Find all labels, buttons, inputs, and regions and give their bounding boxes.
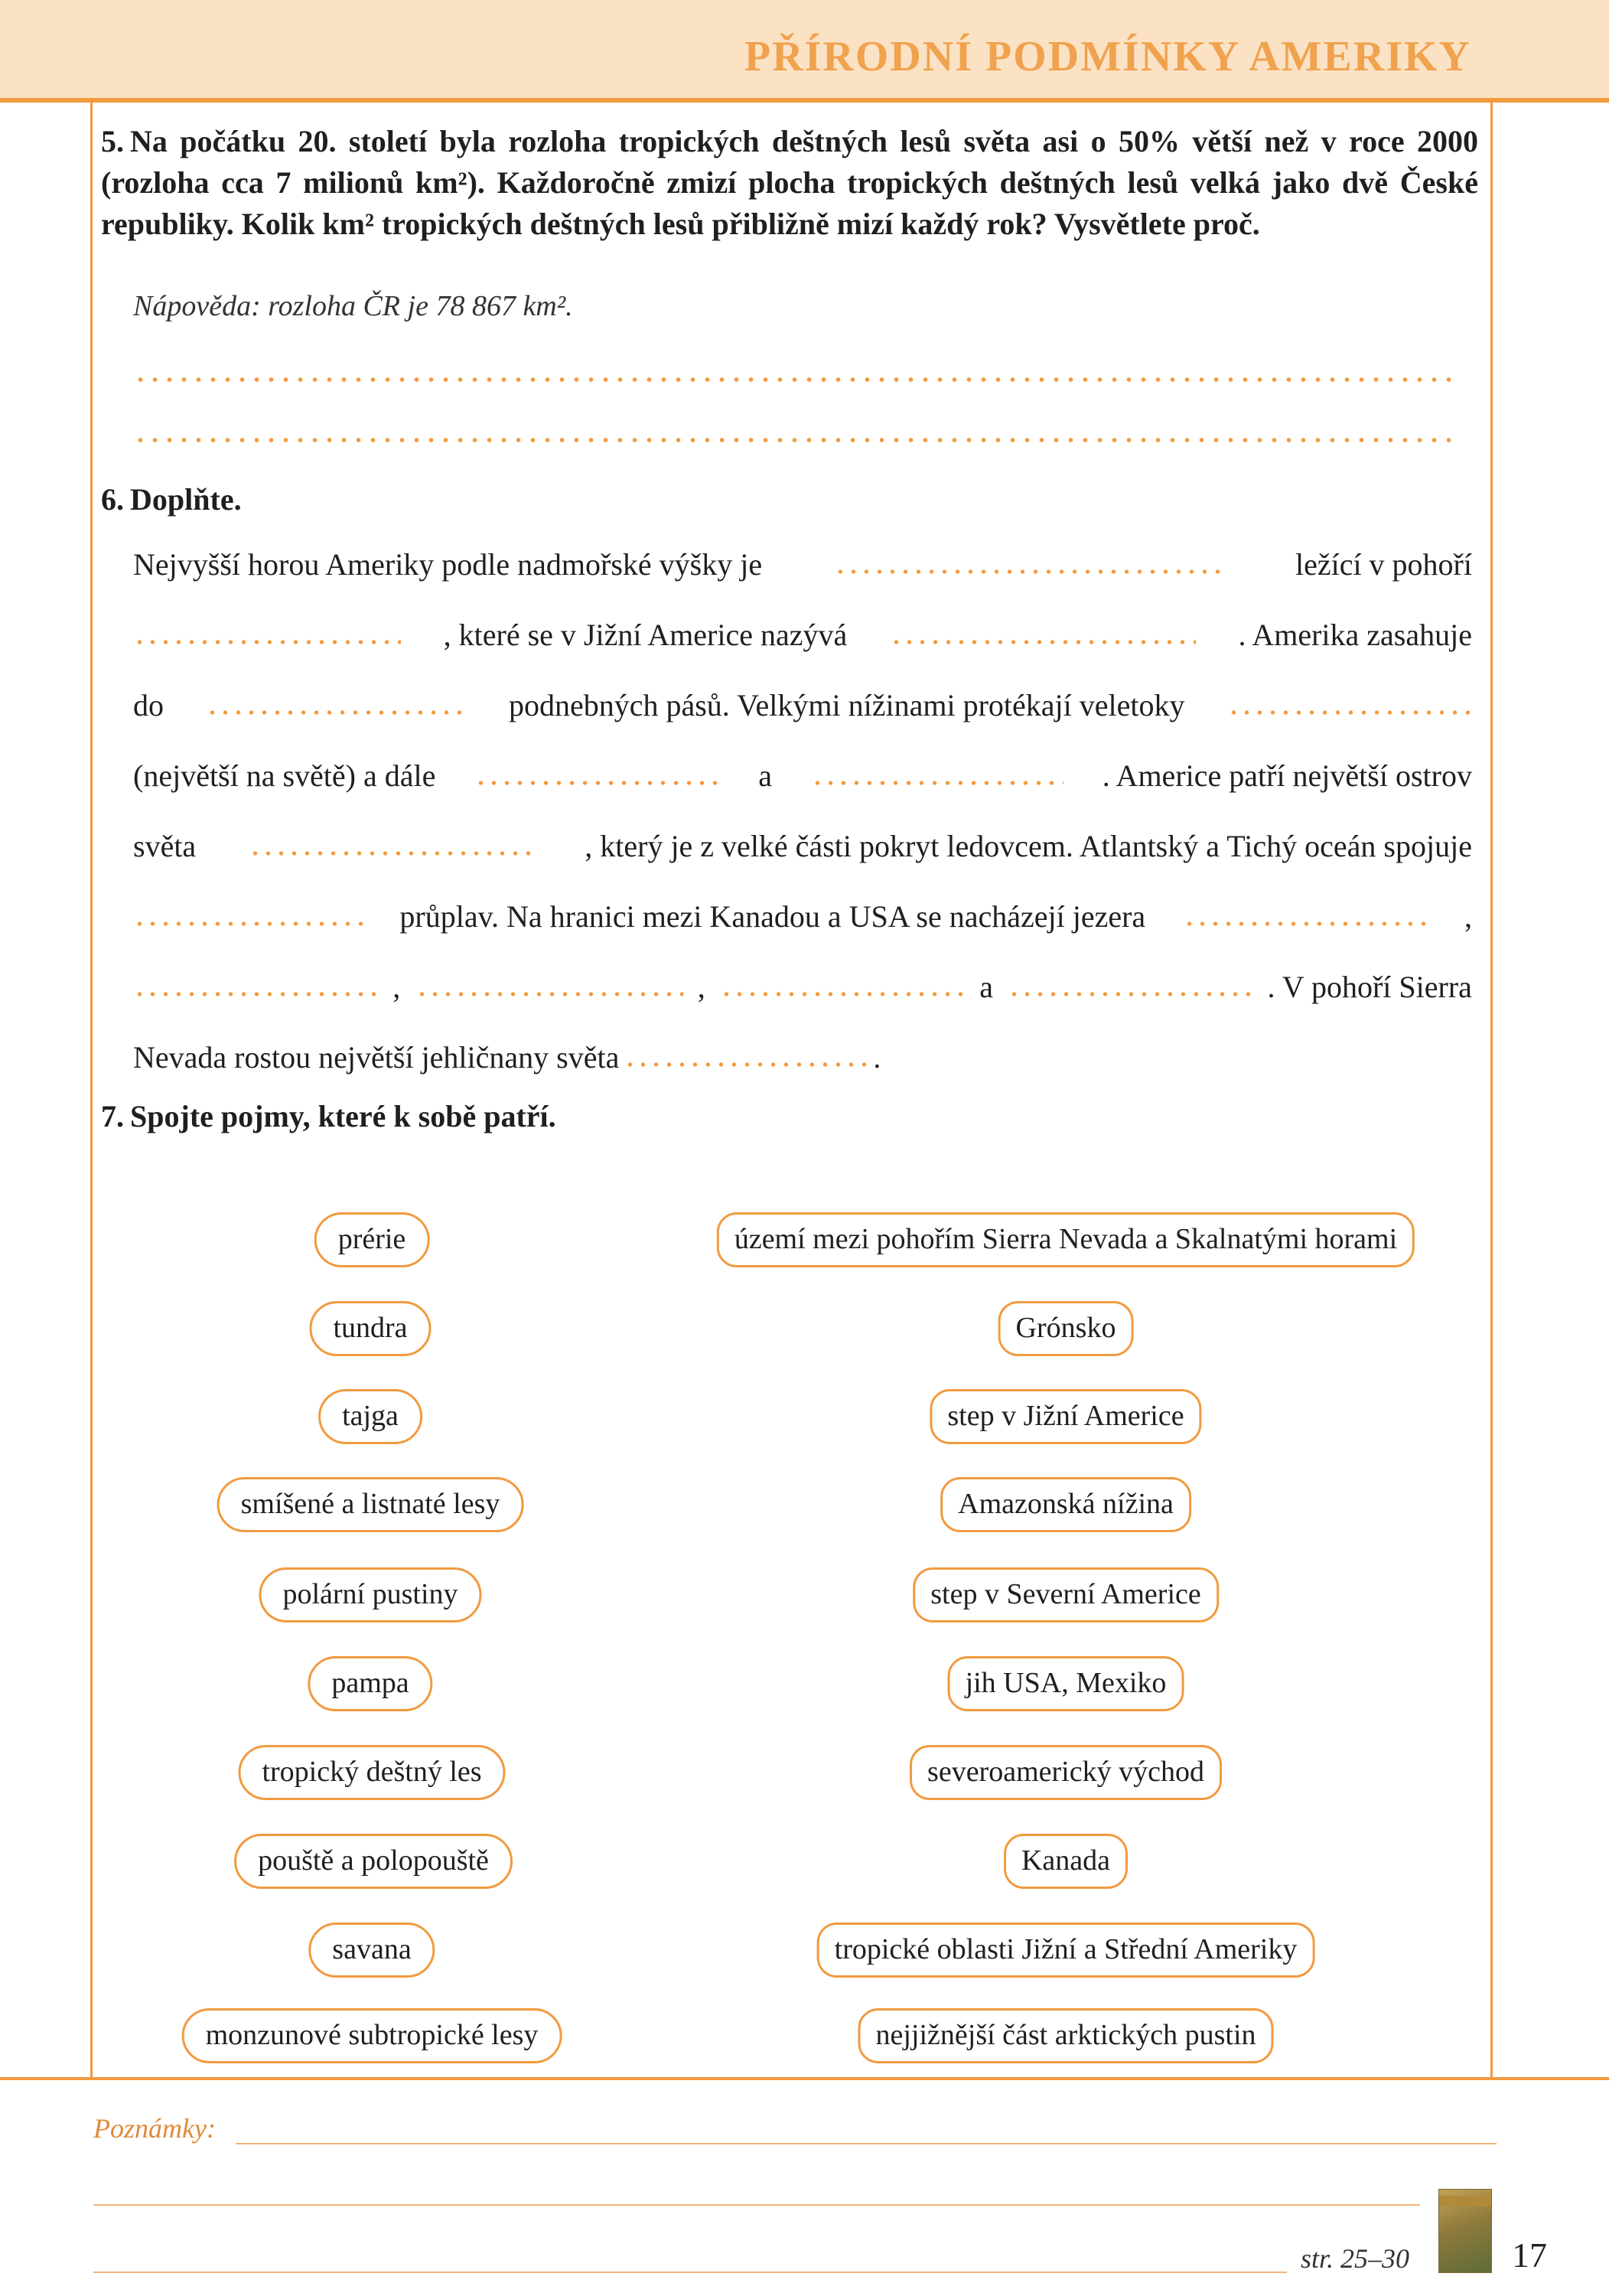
task-6-heading-text: Doplňte.	[130, 482, 242, 517]
answer-line-1[interactable]	[133, 377, 1458, 383]
blank-conifers[interactable]	[624, 1062, 868, 1068]
blank-highest-mountain[interactable]	[834, 569, 1224, 575]
blank-lake-5[interactable]	[1008, 991, 1252, 997]
cloze-line-8: Nevada rostou největší jehličnany světa .	[133, 1040, 881, 1075]
definition-severoamericky-vychod[interactable]: severoamerický východ	[910, 1745, 1222, 1800]
blank-lake-4[interactable]	[720, 991, 965, 997]
cloze-line-1: Nejvyšší horou Ameriky podle nadmořské výšky je ležící v pohoří	[133, 547, 1472, 582]
task-7-heading	[101, 1096, 1478, 1137]
blank-range-south-name[interactable]	[890, 639, 1196, 645]
blank-climate-zones[interactable]	[206, 709, 466, 716]
term-savana[interactable]: savana	[308, 1923, 435, 1978]
notes-line-2[interactable]	[93, 2204, 1420, 2206]
term-polarni-pustiny[interactable]: polární pustiny	[259, 1567, 481, 1623]
blank-mountain-range[interactable]	[133, 639, 401, 645]
task-5-hint: Nápověda: rozloha ČR je 78 867 km².	[133, 290, 573, 322]
notes-label: Poznámky:	[93, 2113, 216, 2144]
definition-arkticke-pustiny[interactable]: nejjižnější část arktických pustin	[858, 2008, 1273, 2063]
definition-sierra-skalnate[interactable]: území mezi pohořím Sierra Nevada a Skalnatými horami	[717, 1212, 1415, 1267]
blank-canal[interactable]	[133, 921, 363, 927]
cloze-line-5: světa , který je z velké části pokryt ledovcem. Atlantský a Tichý oceán spojuje	[133, 829, 1472, 863]
blank-river-3[interactable]	[811, 780, 1063, 786]
page-title: PŘÍRODNÍ PODMÍNKY AMERIKY	[744, 33, 1471, 80]
definition-step-jizni-amerika[interactable]: step v Jižní Americe	[930, 1389, 1201, 1444]
cloze-line-4: (největší na světě) a dále a . Americe patří největší ostrov	[133, 758, 1472, 793]
textbook-cover-icon	[1438, 2189, 1492, 2273]
blank-river-2[interactable]	[474, 780, 719, 786]
notes-line-1[interactable]	[236, 2143, 1497, 2144]
task-5-text: Na počátku 20. století byla rozloha tropických deštných lesů světa asi o 50% větší než v roce 2000 (rozloha cca 7 milionů km²). Každoročně zmizí plocha tropických deštných lesů velká jako dvě České republiky. Kolik km² tropických deštných lesů přibližně mizí každý rok? Vysvětlete proč.	[101, 124, 1478, 241]
definition-jih-usa-mexiko[interactable]: jih USA, Mexiko	[948, 1656, 1184, 1711]
blank-lake-3[interactable]	[415, 991, 683, 997]
frame-left-rule	[90, 103, 93, 2079]
term-pouste[interactable]: pouště a polopouště	[234, 1834, 513, 1889]
page-reference: str. 25–30	[1301, 2243, 1410, 2274]
term-tropicky-destny-les[interactable]: tropický deštný les	[238, 1745, 505, 1800]
cloze-line-7: , , a . V pohoří Sierra	[133, 952, 1472, 1022]
term-prerie[interactable]: prérie	[314, 1212, 430, 1267]
term-pampa[interactable]: pampa	[308, 1656, 432, 1711]
task-7-heading-text: Spojte pojmy, které k sobě patří.	[130, 1099, 556, 1133]
blank-lake-1[interactable]	[1183, 921, 1428, 927]
task-6-heading	[101, 479, 1478, 520]
definition-kanada[interactable]: Kanada	[1004, 1834, 1128, 1889]
blank-great-river[interactable]	[1227, 709, 1472, 716]
blank-lake-2[interactable]	[133, 991, 378, 997]
definition-step-severni-amerika[interactable]: step v Severní Americe	[913, 1567, 1219, 1623]
task-5-number: 5.	[101, 124, 124, 158]
blank-largest-island[interactable]	[249, 850, 532, 856]
definition-amazonska-nizina[interactable]: Amazonská nížina	[940, 1477, 1191, 1532]
notes-line-3[interactable]	[93, 2272, 1287, 2273]
term-smisene-lesy[interactable]: smíšené a listnaté lesy	[217, 1477, 524, 1532]
page-number: 17	[1512, 2236, 1547, 2275]
term-tajga[interactable]: tajga	[318, 1389, 422, 1444]
term-monzunove-lesy[interactable]: monzunové subtropické lesy	[182, 2008, 562, 2063]
definition-gronsko[interactable]: Grónsko	[998, 1301, 1134, 1356]
definition-tropicke-oblasti[interactable]: tropické oblasti Jižní a Střední Ameriky	[817, 1923, 1315, 1978]
cloze-line-6: průplav. Na hranici mezi Kanadou a USA se nacházejí jezera ,	[133, 882, 1472, 952]
task-6-number: 6.	[101, 482, 124, 517]
task-5-question	[101, 121, 1478, 245]
frame-right-rule	[1490, 103, 1493, 2079]
cloze-line-2: , které se v Jižní Americe nazývá . Amerika zasahuje	[133, 600, 1472, 670]
frame-bottom-rule	[0, 2077, 1609, 2080]
header-rule	[0, 98, 1609, 103]
task-6-cloze	[133, 530, 1472, 1093]
task-7-number: 7.	[101, 1099, 124, 1133]
term-tundra[interactable]: tundra	[309, 1301, 431, 1356]
answer-line-2[interactable]	[133, 437, 1458, 443]
cloze-line-3: do podnebných pásů. Velkými nížinami protékají veletoky	[133, 670, 1472, 741]
